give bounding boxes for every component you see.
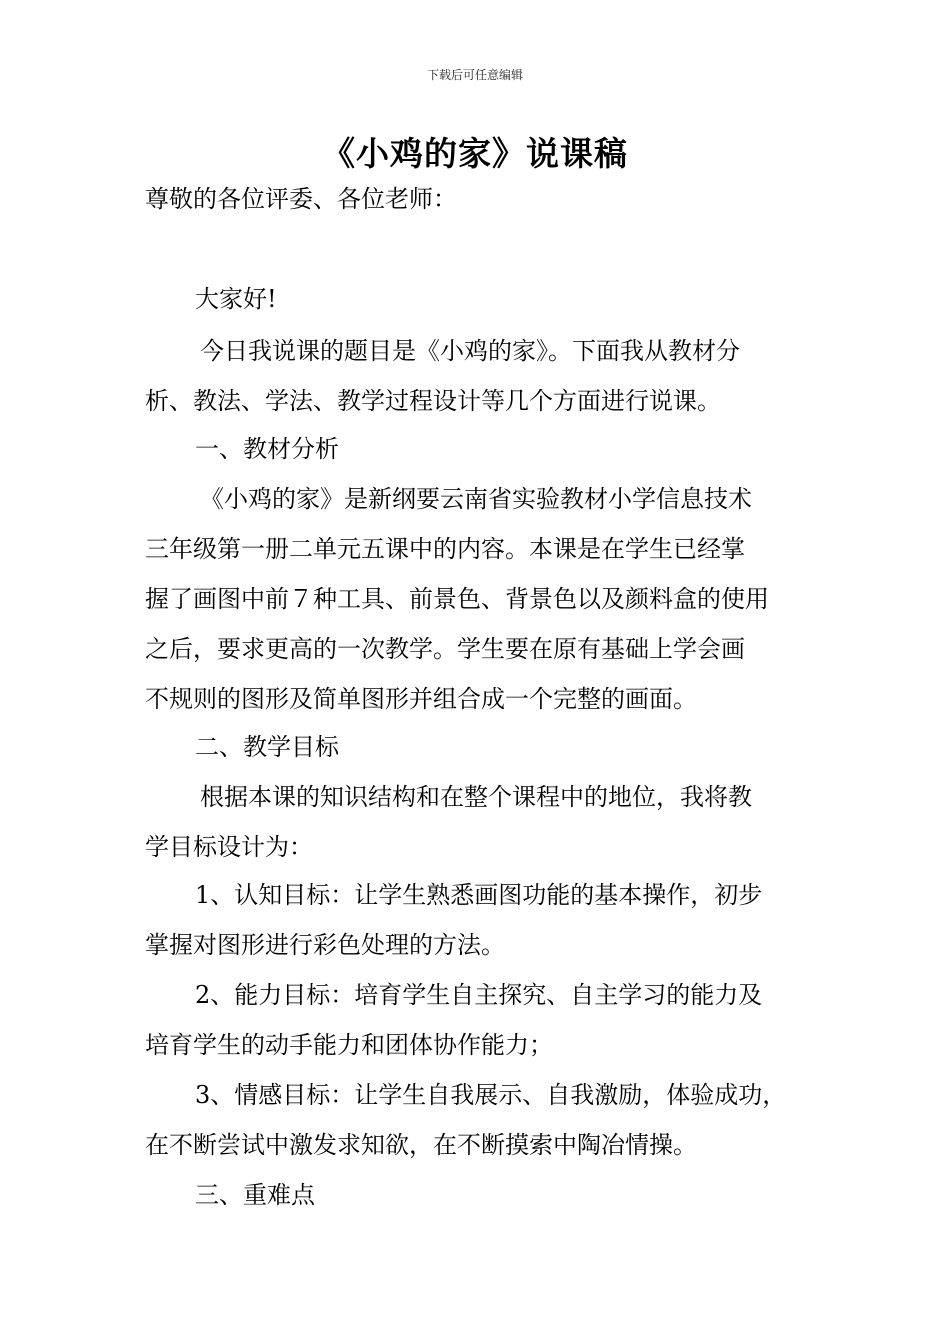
section-heading: 二、教学目标 <box>195 733 339 761</box>
paragraph-line: 1、认知目标：让学生熟悉画图功能的基本操作，初步 <box>195 881 763 909</box>
paragraph-line: 掌握对图形进行彩色处理的方法。 <box>145 931 505 959</box>
greeting: 大家好! <box>195 285 277 313</box>
paragraph-line: 培育学生的动手能力和团体协作能力； <box>145 1031 553 1059</box>
paragraph-line: 握了画图中前７种工具、前景色、背景色以及颜料盒的使用 <box>145 585 769 613</box>
paragraph-line: 在不断尝试中激发求知欲，在不断摸索中陶冶情操。 <box>145 1131 697 1159</box>
section-heading: 一、教材分析 <box>195 435 339 463</box>
paragraph-line: 不规则的图形及简单图形并组合成一个完整的画面。 <box>145 685 697 713</box>
salutation: 尊敬的各位评委、各位老师： <box>145 185 457 213</box>
paragraph-line: 今日我说课的题目是《小鸡的家》。下面我从教材分 <box>200 337 740 365</box>
paragraph-line: 之后，要求更高的一次教学。学生要在原有基础上学会画 <box>145 635 745 663</box>
document-title: 《小鸡的家》说课稿 <box>322 134 628 173</box>
section-heading: 三、重难点 <box>195 1181 315 1209</box>
paragraph-line: 析、教法、学法、教学过程设计等几个方面进行说课。 <box>145 387 721 415</box>
paragraph-line: 3、情感目标：让学生自我展示、自我激励，体验成功， <box>195 1081 787 1109</box>
paragraph-line: 三年级第一册二单元五课中的内容。本课是在学生已经掌 <box>145 535 745 563</box>
paragraph-line: 《小鸡的家》是新纲要云南省实验教材小学信息技术 <box>200 485 752 513</box>
paragraph-line: 根据本课的知识结构和在整个课程中的地位，我将教 <box>200 783 752 811</box>
paragraph-line: 学目标设计为： <box>145 833 313 861</box>
header-note: 下载后可任意编辑 <box>426 68 523 82</box>
paragraph-line: 2、能力目标：培育学生自主探究、自主学习的能力及 <box>195 981 763 1009</box>
